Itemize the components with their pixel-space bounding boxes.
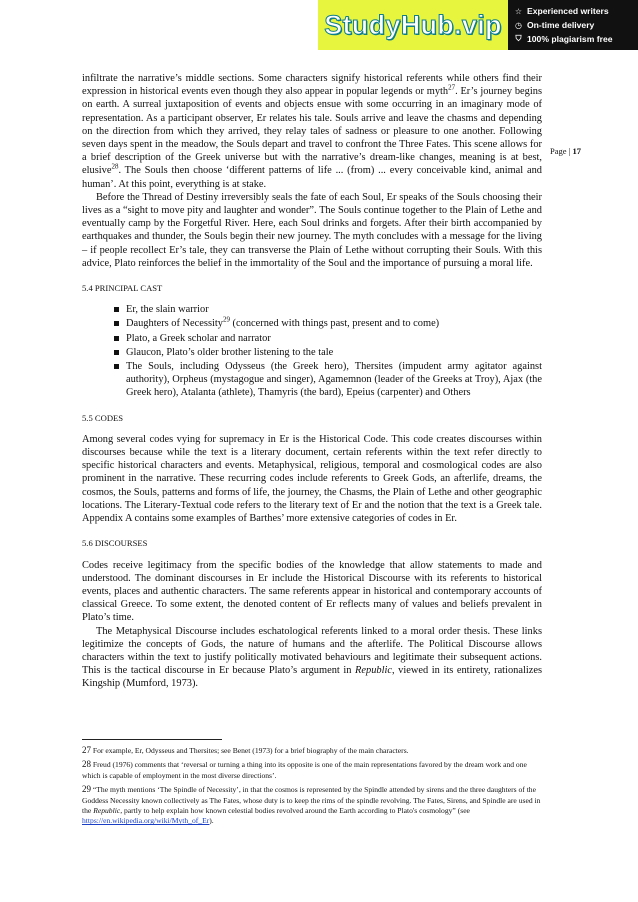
section-heading-cast: 5.4 PRINCIPAL CAST [82,283,163,294]
perks-list [508,0,638,50]
text-run: , partly to help explain how known celestial bodies revolved around the Earth according to Plato's cosmology” (see [120,806,470,816]
text-run: (concerned with things past, present and to come) [229,318,440,330]
footnote-ref[interactable]: 28 [111,162,119,171]
italic-title: Republic [93,806,121,816]
document-body [82,72,542,691]
brand-name: StudyHub.vip [324,9,502,40]
footnote-number: 28 [82,759,91,770]
text-run: For example, Er, Odysseus and Thersites; see Benet (1973) for a brief biography of the main characters. [91,746,409,755]
text-run: Daughters of Necessity [126,318,223,330]
list-item [82,317,542,330]
perk-item [514,6,638,16]
text-run: ). [209,816,214,826]
list-item: Plato, a Greek scholar and narrator [82,332,542,345]
footnote-number: 29 [82,784,91,795]
footnote-number: 27 [82,745,91,755]
text-run: “The myth mentions ‘The Spindle of Necessity’, in that the cosmos is represented by the Spindle attended by sirens and the three daughters of the Goddess Necessity known collectively as The Fates, whose duty is to keep the rims of the spindle revolving. The Fates, Sirens, and Spindle are used in the [82,785,541,816]
paragraph: Among several codes vying for supremacy in Er is the Historical Code. This code creates discourses within discourses because while the text is a literary document, certain referents within the text refer directly to specific historical characters and events. Metaphysical, religious, temporal and cosmological codes are also prominent in the narrative. These recurring codes include referents to Greek Gods, an afterlife, dreams, the cosmos, the Souls, patterns and forms of life, the journey, the Chasms, the Plain of Lethe and other geographic locations. The Literary-Textual code refers to the literary text of Er and the notion that the text is a Greek tale. Appendix A contains some examples of Barthes’ more extensive categories of codes in Er. [82,433,542,525]
footnote-divider [82,739,222,740]
list-item: Er, the slain warrior [82,303,542,316]
footnote-28 [82,759,542,781]
text-run: Freud (1976) comments that ‘reversal or turning a thing into its opposite is one of the main representations favored by the dream work and one which is capable of employment in the most diverse directions’. [82,760,527,780]
clock-icon: ◷ [515,20,522,30]
paragraph: Before the Thread of Destiny irreversibly seals the fate of each Soul, Er speaks of the Souls choosing their lives as a “sight to move pity and laughter and wonder”. The Souls continue together to the Plain of Lethe and eventually camp by the Forgetful River. Here, each Soul drinks and forgets. After their birth accompanied by earthquakes and thunder, the Souls begin their new journey. The myth concludes with a message for the living – if people recollect Er’s tale, they can transverse the Plain of Lethe without corrupting their Souls. With this advice, Plato reinforces the belief in the immortality of the Soul and the importance of pursuing a moral life. [82,191,542,269]
brand-logo [318,0,508,50]
section-heading-discourses: 5.6 DISCOURSES [82,538,148,549]
paragraph [82,72,542,191]
footnotes [82,745,542,830]
cast-list [82,303,542,399]
page-number: Page | 17 [550,146,581,156]
text-run: infiltrate the narrative’s middle sections. Some characters signify historical referents while others find their expression in historical events even though they also appear in popular legends or myth [82,73,542,98]
paragraph [82,625,542,691]
text-run: . The Souls then choose ‘different patterns of life ... (from) ... every conceivable kind, animal and human’. At this point, everything is at stake. [82,165,542,190]
paragraph: Codes receive legitimacy from the specific bodies of the knowledge that allow statements to made and understood. The dominant discourses in Er include the Historical Discourse with its referents to historical events, places and authentic characters. The same referents appear in historical and contemporary accounts of classical Greece. To some extent, the denoted content of Er reflects many of values and beliefs prevalent in Plato’s time. [82,559,542,624]
perk-label: On-time delivery [527,20,595,30]
list-item: Glaucon, Plato’s older brother listening to the tale [82,346,542,359]
page-label: Page [550,146,567,156]
text-run: , viewed in its entirety, rationalizes Kingship (Mumford, 1973). [82,665,542,690]
perk-label: Experienced writers [527,6,609,16]
text-run: . Er’s journey begins on earth. A surreal juxtaposition of events and objects ensue with some occurring in an imaginary mode of representation. As a participant observer, Er relates his tale. Souls arrive and leave the chasms and depending on the direction from which they arrived, they relay tales of sadness or pleasure to one another. Following seven days spent in the meadow, the Souls depart and travel to confront the Three Fates. This scene allows for a brief description of the Greek universe but with the narrative’s dream-like changes, meaning is at best, elusive [82,86,542,177]
perk-label: 100% plagiarism free [527,34,613,44]
studyhub-banner[interactable] [318,0,638,50]
footnote-ref[interactable]: 29 [222,315,230,324]
star-icon: ☆ [514,6,523,16]
footnote-ref[interactable]: 27 [448,83,456,92]
footnote-27 [82,745,542,756]
section-heading-codes: 5.5 CODES [82,412,124,423]
perk-item [514,20,638,30]
page-number-value: 17 [572,146,581,156]
perk-item [514,34,638,44]
italic-title: Republic [355,665,392,677]
shield-icon: ⛉ [515,34,522,43]
footnote-29 [82,784,542,827]
list-item: The Souls, including Odysseus (the Greek hero), Thersites (impudent army agitator against authority), Orpheus (mystagogue and singer), Agamemnon (leader of the Greeks at Troy), Ajax (the Greek hero), Atalanta (athlete), Thamyris (the bard), Epeius (carpenter) and Others [82,360,542,400]
text-run: The Metaphysical Discourse includes eschatological referents linked to a moral order thesis. These links legitimize the concepts of Gods, the nature of humans and the afterlife. The Political Discourse allows characters within the text to justify politically motivated behaviours and legitimate their subsequent actions. This is the tactical discourse in Er because Plato’s argument in [82,625,542,677]
wikipedia-link[interactable]: https://en.wikipedia.org/wiki/Myth_of_Er [82,816,210,826]
